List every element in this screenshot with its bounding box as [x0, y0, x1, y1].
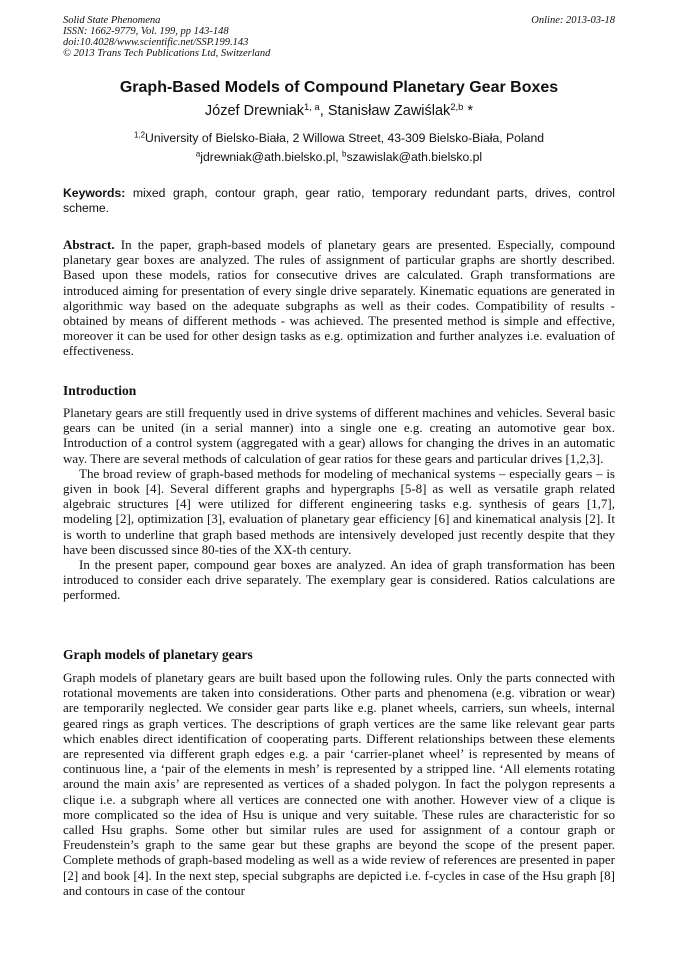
keywords — [63, 186, 615, 216]
abstract-label: Abstract. — [63, 237, 115, 252]
author-1-superscript: 1, a — [304, 100, 320, 112]
introduction-paragraph-3: In the present paper, compound gear boxes are analyzed. An idea of graph transformation has been introduced to consider each drive separately. The exemplary gear is considered. Ratios calculations are performed. — [63, 557, 615, 603]
introduction-paragraph-2: The broad review of graph-based methods for modeling of mechanical systems – especially gears – is given in book [4]. Several different graphs and hypergraphs [5-8] as well as versatile graph related algebraic structures [4] were utilized for different engineering tasks e.g. synthesis of gears [1,7], modeling [2], optimization [3], evaluation of planetary gear efficiency [6] and kinematical analysis [2]. It is worth to underline that graph based methods are intensively developed just recently despite that they have been discussed since 80-ties of the XX-th century. — [63, 465, 615, 557]
email-a-superscript: a — [195, 149, 201, 159]
author-line — [40, 100, 638, 119]
abstract-paragraph — [63, 237, 615, 359]
abstract — [63, 237, 615, 359]
paper-title: Graph-Based Models of Compound Planetary Gear Boxes — [119, 79, 559, 96]
email-a: jdrewniak@ath.bielsko.pl, — [200, 150, 343, 164]
email-b-superscript: b — [342, 149, 347, 159]
email-b: szawislak@ath.bielsko.pl — [346, 150, 483, 164]
corresponding-mark: * — [463, 103, 474, 119]
affiliation — [40, 131, 638, 145]
journal-copyright: © 2013 Trans Tech Publications Ltd, Switzerland — [63, 48, 271, 59]
introduction-heading: Introduction — [63, 383, 137, 398]
author-1-name: Józef Drewniak — [204, 103, 305, 119]
abstract-text: In the paper, graph-based models of planetary gears are presented. Especially, compound planetary gear boxes are analyzed. The rules of assignment of particular graphs are shortly described. Based upon these models, ratios for consecutive drives are calculated. Graph transformations are introduced aiming for presentation of every single drive separately. Kinematic equations are generated in algorithmic way based on the adequate subgraphs as well as their codes. Compatibility of results - obtained by means of different methods - was achieved. The presented method is simple and effective, moreover it can be used for other design tasks as e.g. optimization and further analyzes i.e. evaluation of effectiveness. — [63, 237, 615, 359]
journal-header — [63, 15, 615, 59]
affiliation-text: University of Bielsko-Biała, 2 Willowa Street, 43-309 Bielsko-Biała, Poland — [145, 131, 544, 145]
affiliation-superscript: 1,2 — [134, 130, 146, 140]
author-separator: , — [319, 103, 328, 119]
author-2-name: Stanisław Zawiślak — [327, 103, 451, 119]
journal-doi: doi:10.4028/www.scientific.net/SSP.199.143 — [63, 37, 249, 48]
graph-models-section — [63, 670, 615, 898]
graph-models-paragraph-1: Graph models of planetary gears are built based upon the following rules. Only the parts connected with rotational movements are taken into considerations. Other parts and phenomena (e.g. vibration or wear) are temporarily neglected. We consider gear parts like e.g. planet wheels, carriers, sun wheels, internal geared rings as graph vertices. The descriptions of graph vertices are the same like relevant gear parts which enables direct identification of cooperating parts. Different relationships between these elements are represented via different graph edges e.g. a pair ‘carrier-planet wheel’ is represented by means of continuous line, a ‘pair of the elements in mesh’ is represented by a stripped line. ‘All elements rotating around the main axis’ are represented as vertices of a shaded polygon. In fact the polygon represents a clique i.e. a subgraph where all vertices are connected one with another. However view of a clique is more complicated so the idea of Hsu is unique and very suitable. These rules are characteristic for so called Hsu graphs. Some other but similar rules are used for assignment of a contour graph or Freudenstein’s graph to the same gear but these graphs are beyond the scope of the present paper. Complete methods of graph-based modeling as well as a wide review of references are presented in paper [2] and book [4]. In the next step, special subgraphs are depicted i.e. f-cycles in case of the Hsu graph [8] and contours in case of the contour — [63, 670, 615, 898]
keywords-label: Keywords: — [63, 186, 126, 200]
email-line — [40, 150, 638, 164]
introduction-section — [63, 405, 615, 603]
journal-issn: ISSN: 1662-9779, Vol. 199, pp 143-148 — [63, 26, 229, 37]
keywords-text: mixed graph, contour graph, gear ratio, temporary redundant parts, drives, control scheme. — [63, 186, 615, 215]
online-date: Online: 2013-03-18 — [531, 15, 615, 26]
graph-models-heading: Graph models of planetary gears — [63, 647, 253, 662]
author-2-superscript: 2,b — [450, 100, 464, 112]
journal-name: Solid State Phenomena — [63, 15, 161, 26]
introduction-paragraph-1: Planetary gears are still frequently used in drive systems of different machines and vehicles. Several basic gears can be united (in a serial manner) into a single one e.g. creating an automotive gear box. Introduction of a control system (aggregated with a gear) allows for changing the drives in an automatic way. There are several methods of calculation of gear ratios for these gears and particular drives [1,2,3]. — [63, 405, 615, 466]
